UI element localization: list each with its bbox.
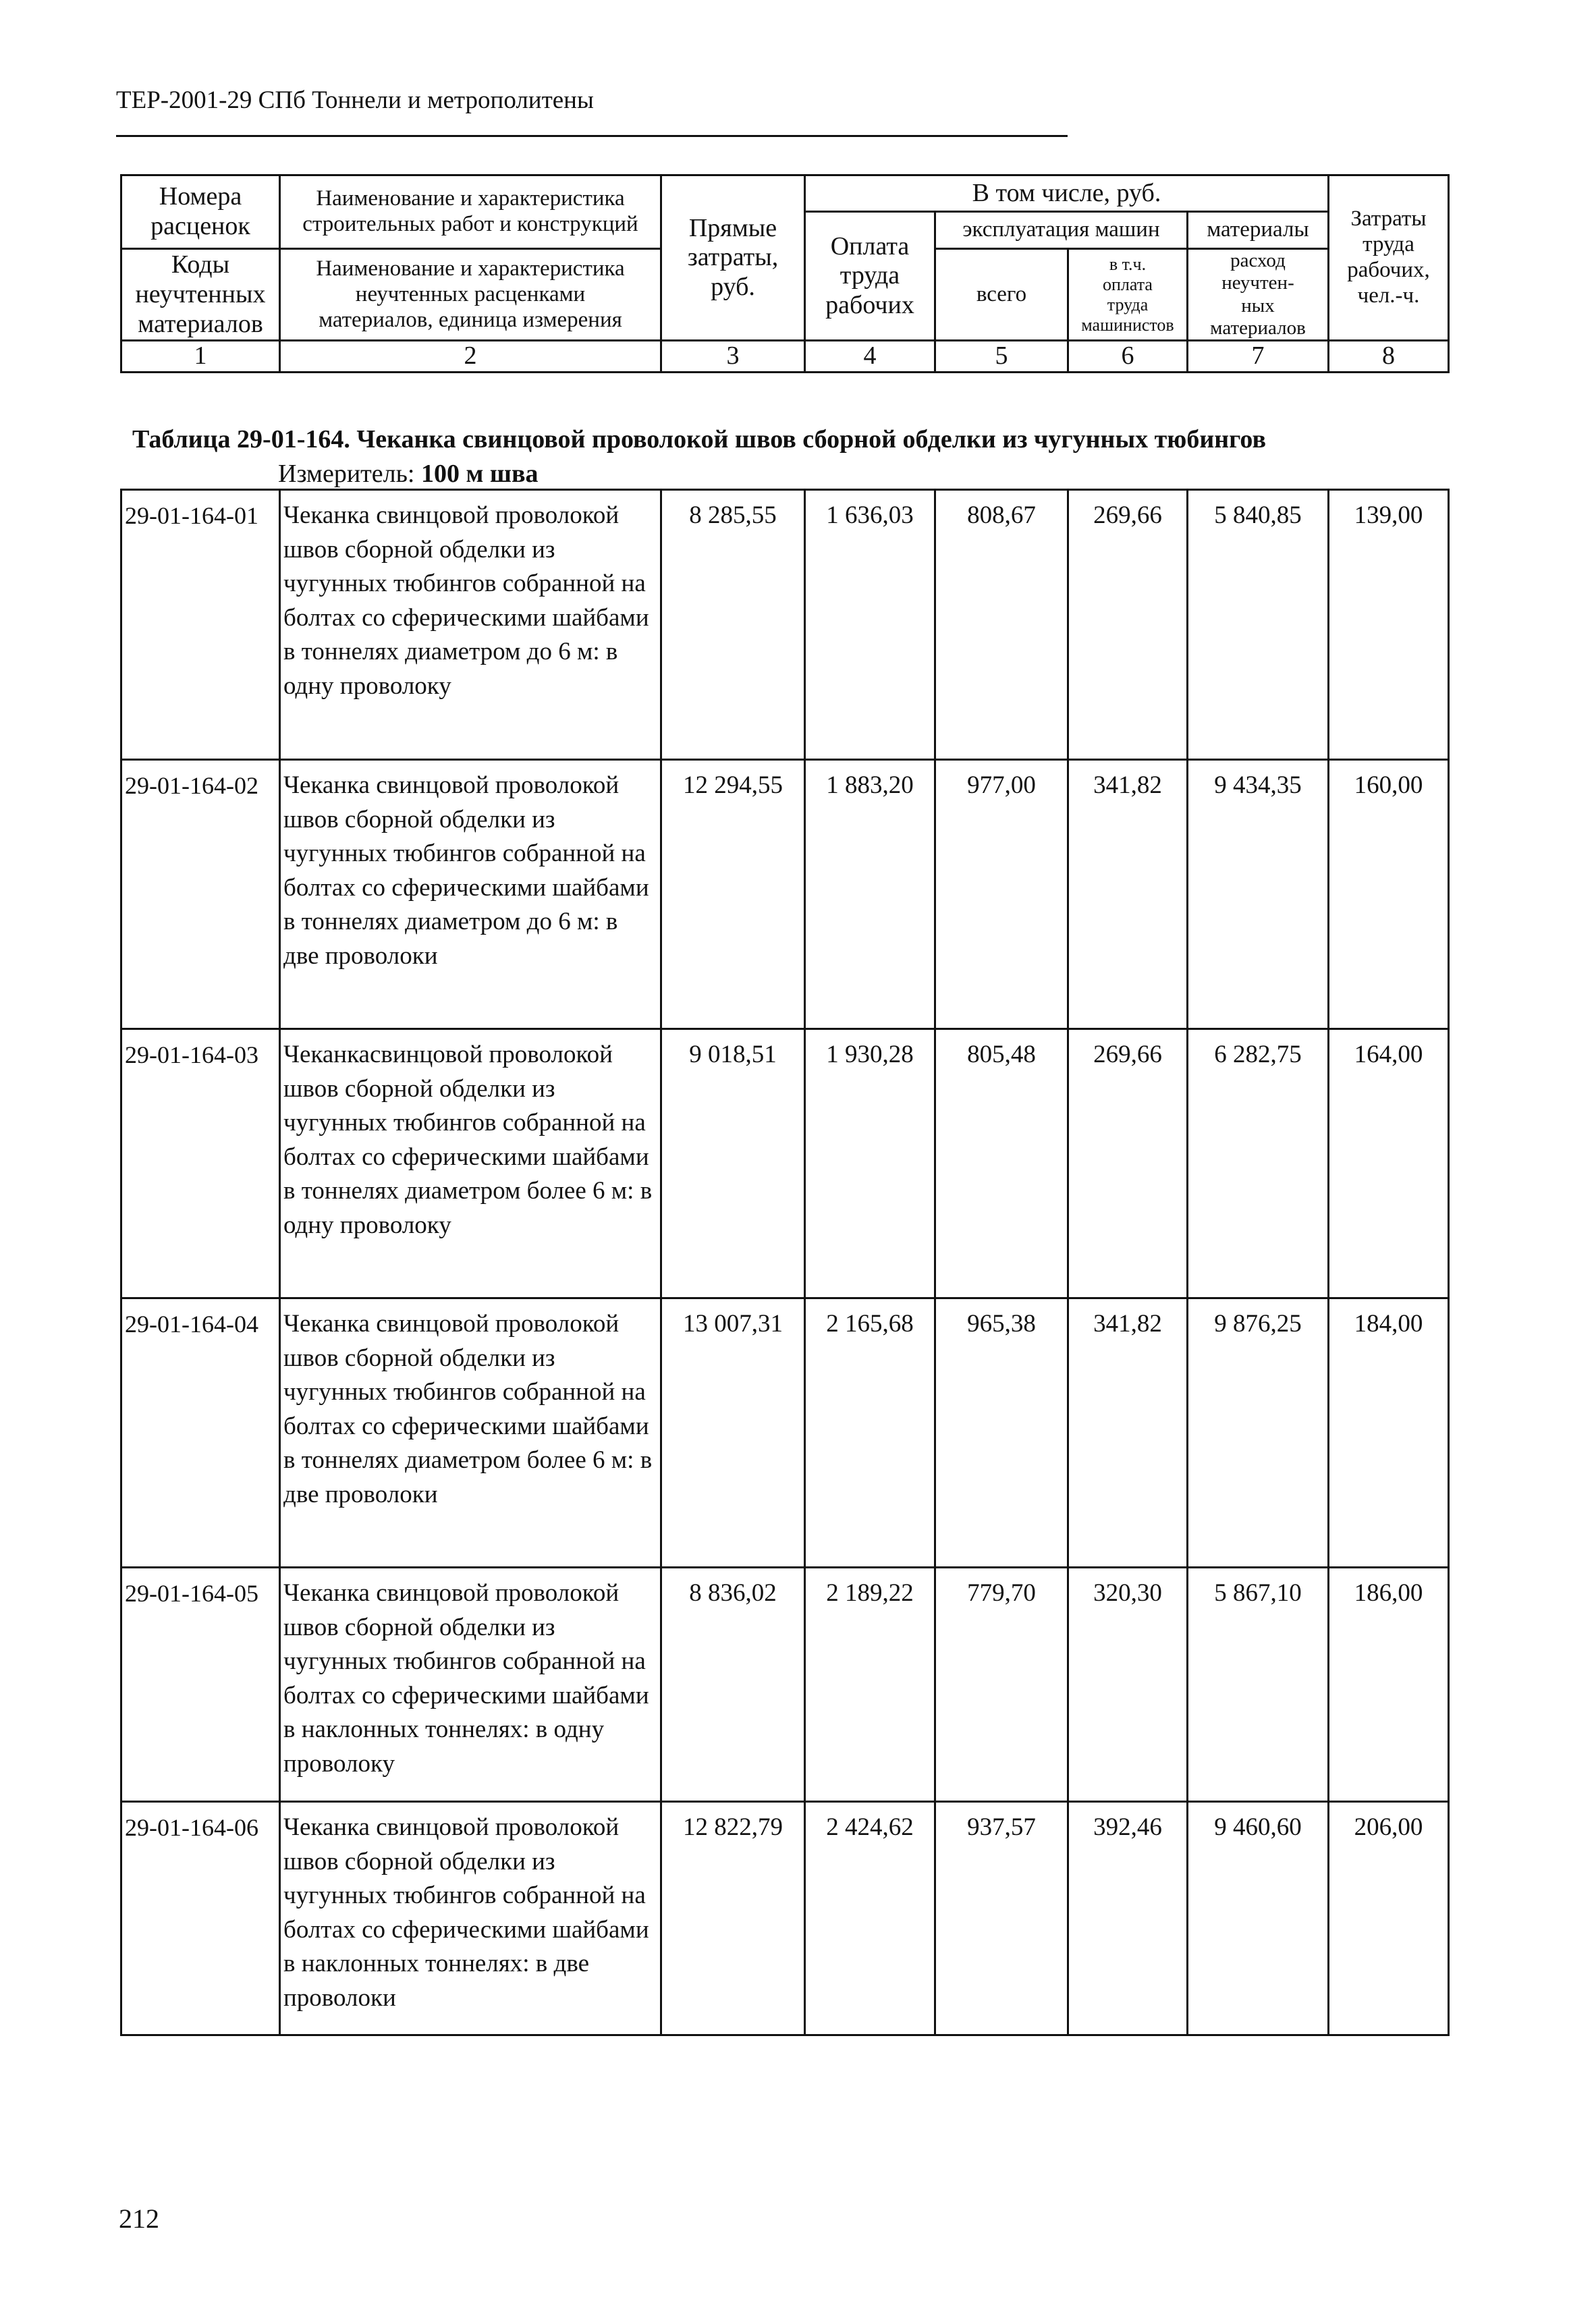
machines-total: 779,70 xyxy=(935,1568,1068,1802)
rate-code: 29-01-164-04 xyxy=(121,1298,280,1568)
machinists-wages: 269,66 xyxy=(1068,490,1188,760)
materials-cost: 9 460,60 xyxy=(1188,1802,1329,2035)
materials-cost: 9 876,25 xyxy=(1188,1298,1329,1568)
materials-header: материалы xyxy=(1188,212,1329,249)
col2-header-bottom: Наименование и характеристика неучтенных расценками материалов, единица измерения xyxy=(280,249,661,341)
materials-cost: 5 840,85 xyxy=(1188,490,1329,760)
labor-wages: 1 636,03 xyxy=(805,490,935,760)
document-header: ТЕР-2001-29 СПб Тоннели и метрополитены xyxy=(116,86,594,114)
col8-header: Затраты труда рабочих, чел.-ч. xyxy=(1329,175,1449,341)
materials-cost: 9 434,35 xyxy=(1188,760,1329,1029)
machines-header: эксплуатация машин xyxy=(935,212,1188,249)
column-number: 4 xyxy=(805,341,935,373)
column-number: 5 xyxy=(935,341,1068,373)
labor-wages: 1 883,20 xyxy=(805,760,935,1029)
column-number: 3 xyxy=(661,341,805,373)
column-number: 7 xyxy=(1188,341,1329,373)
col4-header: Оплата труда рабочих xyxy=(805,212,935,341)
table-row xyxy=(121,1029,1449,1298)
table-row xyxy=(121,1568,1449,1802)
direct-costs: 8 836,02 xyxy=(661,1568,805,1802)
rate-code: 29-01-164-06 xyxy=(121,1802,280,2035)
unit-of-measure xyxy=(278,461,539,487)
work-description: Чеканкасвинцовой проволокой швов сборной обделки из чугунных тюбингов собранной на болтах со сферическими шайбами в тоннелях диаметром более 6 м: в одну проволоку xyxy=(280,1029,661,1298)
work-description: Чеканка свинцовой проволокой швов сборной обделки из чугунных тюбингов собранной на болтах со сферическими шайбами в тоннелях диаметром до 6 м: в одну проволоку xyxy=(280,490,661,760)
machines-total: 805,48 xyxy=(935,1029,1068,1298)
col3-header: Прямые затраты, руб. xyxy=(661,175,805,341)
labor-wages: 2 424,62 xyxy=(805,1802,935,2035)
labor-wages: 2 165,68 xyxy=(805,1298,935,1568)
rate-code: 29-01-164-05 xyxy=(121,1568,280,1802)
materials-cost: 5 867,10 xyxy=(1188,1568,1329,1802)
work-description: Чеканка свинцовой проволокой швов сборной обделки из чугунных тюбингов собранной на болтах со сферическими шайбами в тоннелях диаметром до 6 м: в две проволоки xyxy=(280,760,661,1029)
rate-code: 29-01-164-03 xyxy=(121,1029,280,1298)
rate-code: 29-01-164-01 xyxy=(121,490,280,760)
rate-code: 29-01-164-02 xyxy=(121,760,280,1029)
col5-header: всего xyxy=(935,249,1068,341)
direct-costs: 12 822,79 xyxy=(661,1802,805,2035)
unit-value: 100 м шва xyxy=(421,460,539,488)
labor-hours: 186,00 xyxy=(1329,1568,1449,1802)
labor-hours: 206,00 xyxy=(1329,1802,1449,2035)
header-rule xyxy=(116,135,1068,137)
machinists-wages: 320,30 xyxy=(1068,1568,1188,1802)
work-description: Чеканка свинцовой проволокой швов сборной обделки из чугунных тюбингов собранной на болтах со сферическими шайбами в тоннелях диаметром более 6 м: в две проволоки xyxy=(280,1298,661,1568)
machinists-wages: 392,46 xyxy=(1068,1802,1188,2035)
column-number: 2 xyxy=(280,341,661,373)
group-header: В том числе, руб. xyxy=(805,175,1329,212)
col6-header: в т.ч. оплата труда машинистов xyxy=(1068,249,1188,341)
labor-hours: 184,00 xyxy=(1329,1298,1449,1568)
column-number: 6 xyxy=(1068,341,1188,373)
table-row xyxy=(121,1298,1449,1568)
machinists-wages: 341,82 xyxy=(1068,1298,1188,1568)
labor-hours: 139,00 xyxy=(1329,490,1449,760)
table-row xyxy=(121,760,1449,1029)
machines-total: 808,67 xyxy=(935,490,1068,760)
page-number: 212 xyxy=(119,2203,159,2234)
work-description: Чеканка свинцовой проволокой швов сборной обделки из чугунных тюбингов собранной на болтах со сферическими шайбами в наклонных тоннелях: в одну проволоку xyxy=(280,1568,661,1802)
rates-table xyxy=(120,489,1450,2036)
col1-header-top: Номера расценок xyxy=(121,175,280,249)
machines-total: 977,00 xyxy=(935,760,1068,1029)
unit-label: Измеритель: xyxy=(278,460,415,488)
work-description: Чеканка свинцовой проволокой швов сборной обделки из чугунных тюбингов собранной на болтах со сферическими шайбами в наклонных тоннелях: в две проволоки xyxy=(280,1802,661,2035)
labor-hours: 160,00 xyxy=(1329,760,1449,1029)
table-row xyxy=(121,1802,1449,2035)
direct-costs: 13 007,31 xyxy=(661,1298,805,1568)
machines-total: 965,38 xyxy=(935,1298,1068,1568)
machinists-wages: 341,82 xyxy=(1068,760,1188,1029)
column-number: 1 xyxy=(121,341,280,373)
col1-header-bottom: Коды неучтенных материалов xyxy=(121,249,280,341)
materials-cost: 6 282,75 xyxy=(1188,1029,1329,1298)
labor-wages: 2 189,22 xyxy=(805,1568,935,1802)
labor-wages: 1 930,28 xyxy=(805,1029,935,1298)
machines-total: 937,57 xyxy=(935,1802,1068,2035)
direct-costs: 9 018,51 xyxy=(661,1029,805,1298)
col2-header-top: Наименование и характеристика строительных работ и конструкций xyxy=(280,175,661,249)
direct-costs: 12 294,55 xyxy=(661,760,805,1029)
col7-header: расход неучтен- ных материалов xyxy=(1188,249,1329,341)
table-row xyxy=(121,490,1449,760)
direct-costs: 8 285,55 xyxy=(661,490,805,760)
column-number: 8 xyxy=(1329,341,1449,373)
table-header xyxy=(120,174,1450,373)
machinists-wages: 269,66 xyxy=(1068,1029,1188,1298)
table-caption: Таблица 29-01-164. Чеканка свинцовой проволокой швов сборной обделки из чугунных тюбингов xyxy=(132,425,1266,454)
labor-hours: 164,00 xyxy=(1329,1029,1449,1298)
